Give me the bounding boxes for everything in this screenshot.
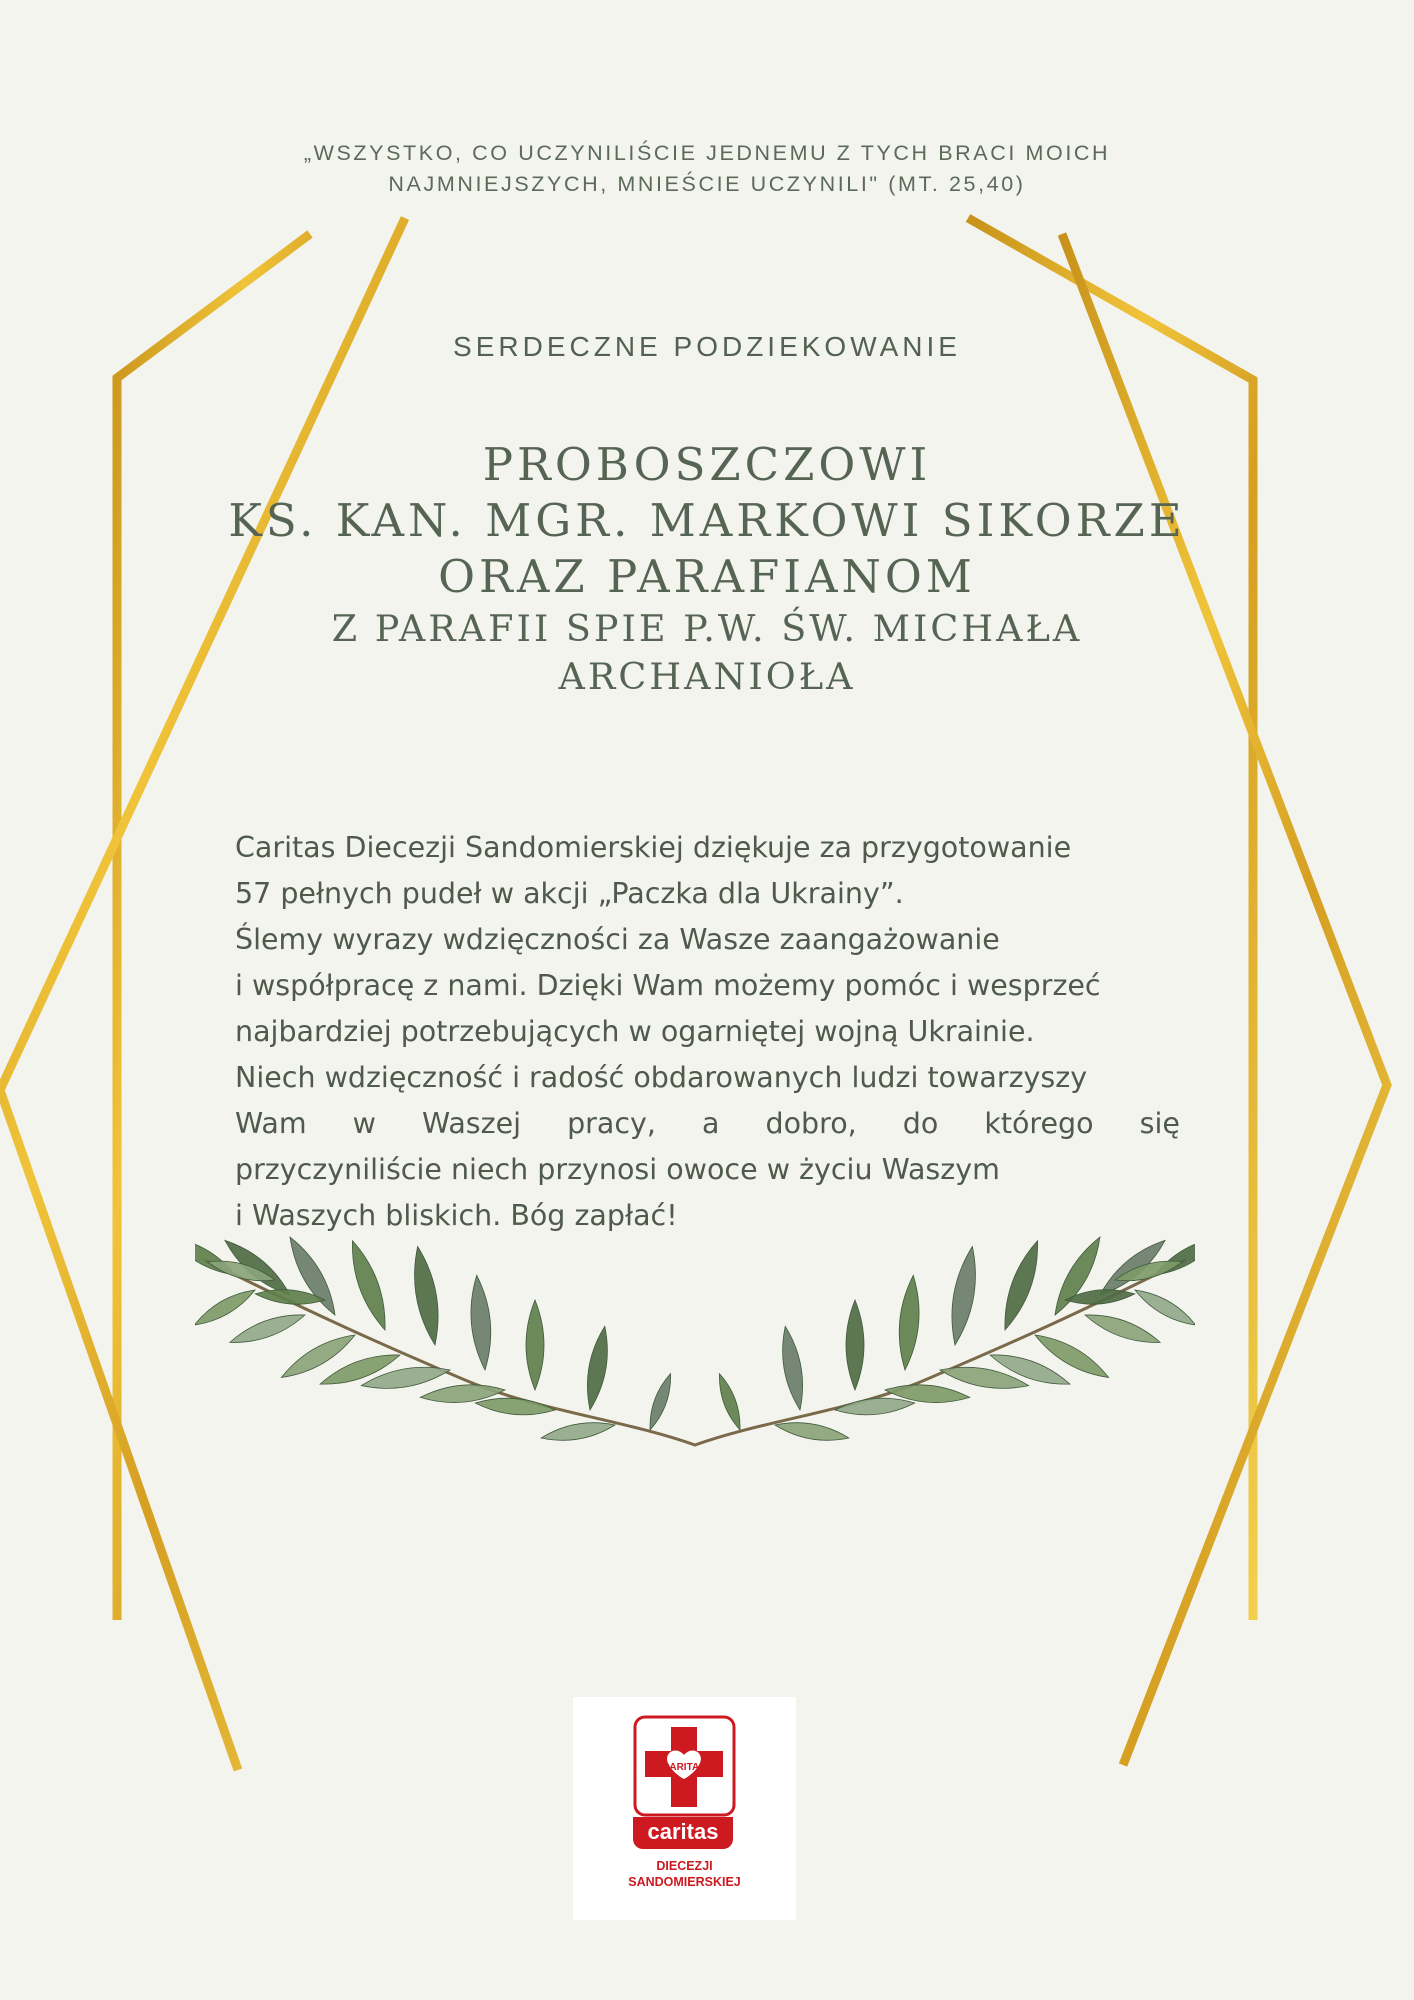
olive-leaf: [1082, 1307, 1163, 1349]
logo-emblem-text: CARITAS: [662, 1762, 706, 1773]
letter-subtitle: SERDECZNE PODZIEKOWANIE: [453, 331, 961, 362]
body-line: 57 pełnych pudeł w akcji „Paczka dla Ukrainy”.: [235, 877, 904, 910]
olive-leaf: [475, 1395, 556, 1418]
body-word: dobro,: [765, 1107, 857, 1140]
caritas-cross-icon: [633, 1715, 736, 1817]
body-word: się: [1139, 1107, 1180, 1140]
olive-branch-wreath-icon: [195, 1220, 1195, 1520]
olive-leaf: [408, 1245, 445, 1347]
body-line-justified: [235, 1101, 1180, 1147]
olive-leaf: [582, 1325, 614, 1412]
body-word: do: [902, 1107, 939, 1140]
olive-leaf: [996, 1237, 1046, 1333]
letter-body: [235, 825, 1180, 1239]
olive-leaf: [846, 1300, 864, 1390]
olive-leaf: [1047, 1233, 1108, 1320]
quote-line: NAJMNIEJSZYCH, MNIEŚCIE UCZYNILI" (MT. 25,40): [388, 172, 1026, 196]
logo-line-sandomierskiej: SANDOMIERSKIEJ: [628, 1875, 741, 1889]
recipient-line: ARCHANIOŁA: [558, 655, 856, 698]
recipient-line: ORAZ PARAFIANOM: [438, 550, 976, 603]
olive-leaf: [896, 1275, 923, 1371]
olive-leaf: [945, 1245, 982, 1347]
body-word: w: [352, 1107, 376, 1140]
body-line: i współpracę z nami. Dzięki Wam możemy pomóc i wesprzeć: [235, 969, 1101, 1002]
recipient-line: KS. KAN. MGR. MARKOWI SIKORZE: [228, 494, 1186, 547]
body-line: przyczyniliście niech przynosi owoce w życiu Waszym: [235, 1153, 1000, 1186]
logo-word: caritas: [633, 1817, 733, 1849]
logo-line-diecezji: DIECEZJI: [656, 1859, 713, 1873]
caritas-logo: [573, 1697, 796, 1920]
olive-leaf: [540, 1418, 616, 1446]
olive-leaf: [467, 1275, 494, 1371]
body-line: Caritas Diecezji Sandomierskiej dziękuje za przygotowanie: [235, 831, 1072, 864]
recipient-line: Z PARAFII SPIE P.W. ŚW. MICHAŁA: [331, 607, 1083, 650]
recipient-line: PROBOSZCZOWI: [482, 438, 932, 491]
body-line: Niech wdzięczność i radość obdarowanych ludzi towarzyszy: [235, 1061, 1088, 1094]
olive-leaf: [644, 1372, 676, 1432]
olive-leaf: [777, 1325, 809, 1412]
body-word: a: [702, 1107, 720, 1140]
olive-leaf: [344, 1237, 394, 1333]
quote-line: „WSZYSTKO, CO UCZYNILIŚCIE JEDNEMU Z TYCH BRACI MOICH: [303, 141, 1111, 165]
olive-leaf: [714, 1372, 746, 1432]
body-word: pracy,: [567, 1107, 656, 1140]
olive-leaf: [1132, 1284, 1196, 1331]
olive-leaf: [526, 1300, 544, 1390]
olive-leaf: [227, 1307, 308, 1349]
body-word: Waszej: [421, 1107, 522, 1140]
body-word: którego: [984, 1107, 1094, 1140]
body-line: Ślemy wyrazy wdzięczności za Wasze zaangażowanie: [235, 923, 1000, 956]
body-line: najbardziej potrzebujących w ogarniętej wojną Ukrainie.: [235, 1015, 1035, 1048]
body-line: i Waszych bliskich. Bóg zapłać!: [235, 1199, 678, 1232]
olive-leaves-left: [195, 1231, 676, 1445]
body-word: Wam: [235, 1107, 307, 1140]
bible-quote: [200, 138, 1214, 200]
recipient-heading: [150, 437, 1264, 701]
olive-leaf: [195, 1284, 259, 1331]
olive-leaf: [282, 1233, 343, 1320]
olive-leaf: [834, 1395, 915, 1418]
olive-leaves-right: [714, 1231, 1195, 1445]
olive-leaf: [774, 1418, 850, 1446]
